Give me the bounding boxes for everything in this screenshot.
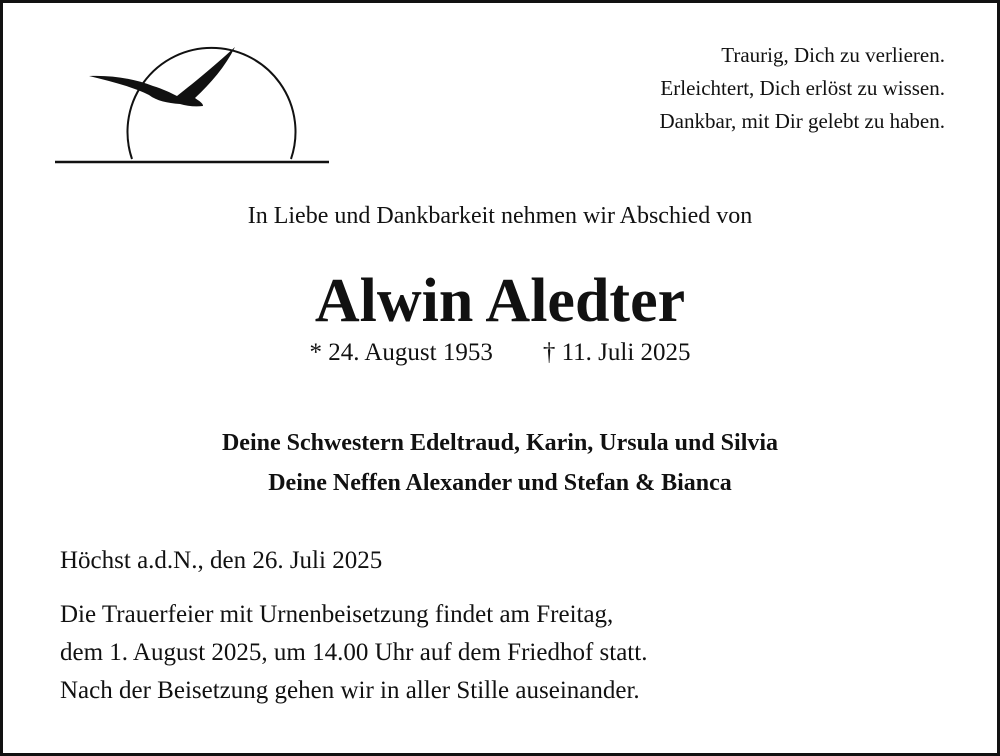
mourners-line: Deine Schwestern Edeltraud, Karin, Ursula und Silvia	[221, 430, 779, 456]
life-dates	[3, 339, 997, 367]
motto-line: Erleichtert, Dich erlöst zu wissen.	[660, 76, 945, 100]
mourners-line: Deine Neffen Alexander und Stefan & Bianca	[268, 470, 732, 496]
deceased-name: Alwin Aledter	[314, 267, 686, 335]
motto-line: Dankbar, mit Dir gelebt zu haben.	[659, 109, 945, 133]
mourners-list	[3, 423, 997, 503]
bird-sunset-icon	[53, 29, 333, 169]
death-date: † 11. Juli 2025	[542, 339, 691, 366]
ceremony-line: dem 1. August 2025, um 14.00 Uhr auf dem Friedhof statt.	[60, 639, 648, 666]
birth-date: * 24. August 1953	[309, 339, 493, 366]
ceremony-line: Nach der Beisetzung gehen wir in aller Stille auseinander.	[60, 677, 640, 704]
ceremony-info	[60, 596, 647, 710]
motto-verse	[660, 39, 945, 138]
motto-line: Traurig, Dich zu verlieren.	[721, 43, 945, 67]
farewell-intro: In Liebe und Dankbarkeit nehmen wir Abschied von	[247, 203, 753, 229]
place-and-date: Höchst a.d.N., den 26. Juli 2025	[60, 547, 383, 574]
ceremony-line: Die Trauerfeier mit Urnenbeisetzung findet am Freitag,	[60, 601, 614, 628]
